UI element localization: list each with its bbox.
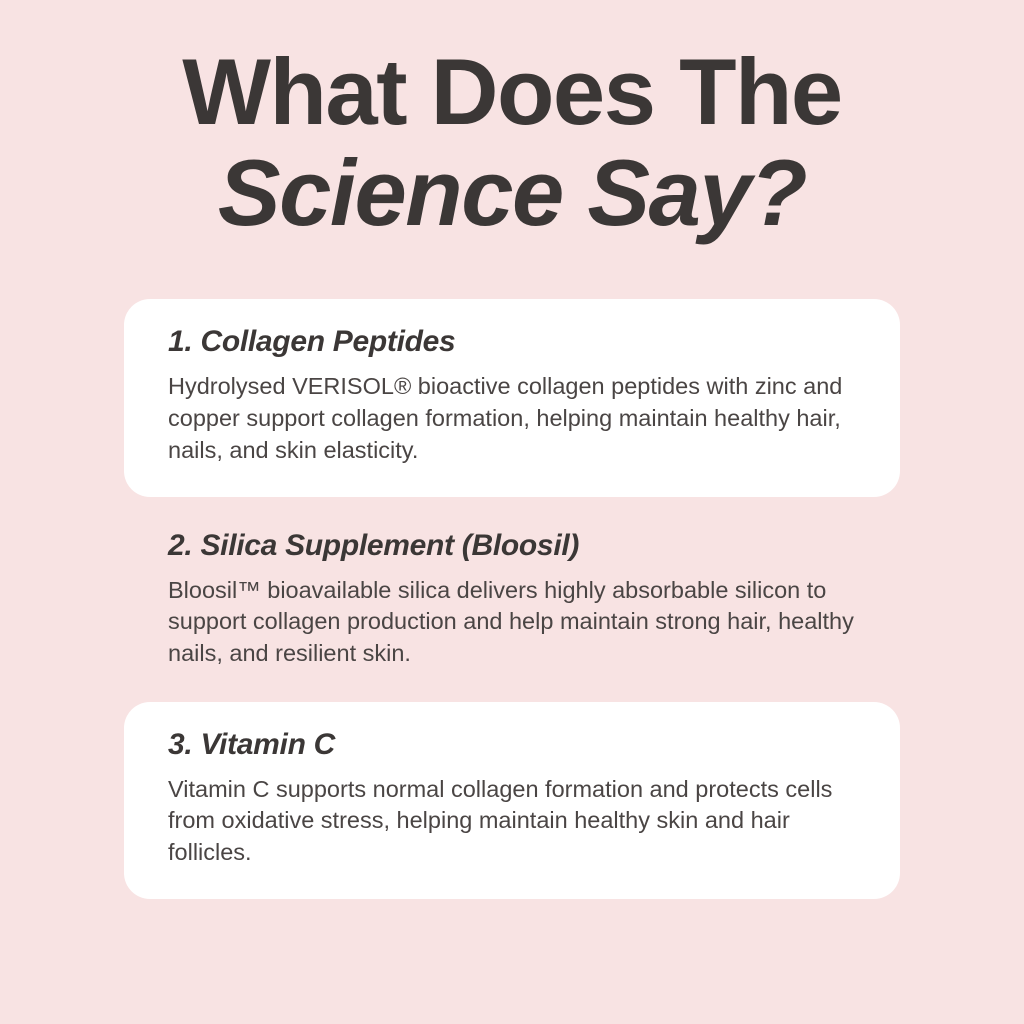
science-card-1-title: 1. Collagen Peptides: [168, 325, 456, 359]
science-card-2-body: Bloosil™ bioavailable silica delivers highly absorbable silicon to support collagen production and help maintain strong hair, healthy nails, and resilient skin.: [168, 576, 854, 666]
science-card-3: [124, 702, 900, 899]
science-card-1-body: Hydrolysed VERISOL® bioactive collagen peptides with zinc and copper support collagen formation, helping maintain healthy hair, nails, and skin elasticity.: [168, 373, 843, 463]
science-card-1: [124, 299, 900, 496]
science-cards-list: [0, 299, 1024, 898]
science-card-2-title: 2. Silica Supplement (Bloosil): [168, 528, 580, 562]
science-card-2: [124, 525, 900, 674]
science-card-3-title: 3. Vitamin C: [168, 727, 335, 761]
page-title: [0, 0, 1024, 243]
headline-line-1: What Does The: [182, 39, 842, 144]
science-card-3-body: Vitamin C supports normal collagen formation and protects cells from oxidative stress, helping maintain healthy skin and hair follicles.: [168, 775, 833, 866]
headline-line-2: Science Say?: [217, 139, 807, 245]
